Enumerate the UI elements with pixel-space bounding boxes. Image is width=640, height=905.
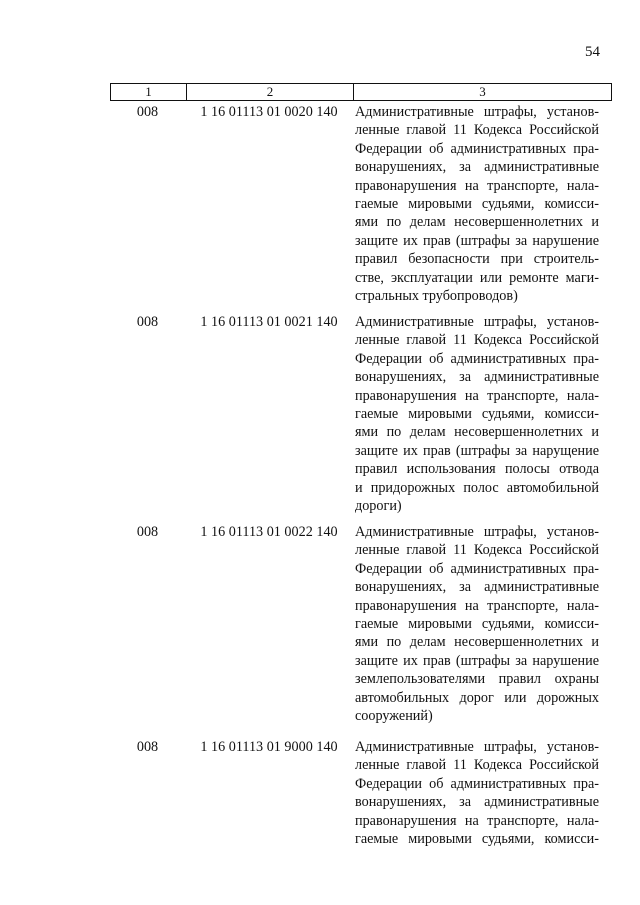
description-line: гаемые мировыми судьями, комисси- <box>355 831 599 848</box>
description-line: правил использования полосы отвода <box>355 461 599 478</box>
row-kbk: 1 16 01113 01 0022 140 <box>200 524 338 540</box>
description-line: правонарушения на транспорте, нала- <box>355 387 599 404</box>
description-line: Административные штрафы, установ- <box>355 739 599 755</box>
row-code: 008 <box>136 524 159 540</box>
description-line: правонарушения на транспорте, нала- <box>355 177 599 194</box>
description-line: вонарушениях, за административные <box>355 159 599 176</box>
description-line: правонарушения на транспорте, нала- <box>355 597 599 614</box>
row-description <box>355 103 599 305</box>
row-kbk: 1 16 01113 01 0020 140 <box>200 104 338 120</box>
row-kbk: 1 16 01113 01 9000 140 <box>200 739 338 755</box>
description-line: ленные главой 11 Кодекса Российской <box>355 122 599 139</box>
description-line: Административные штрафы, установ- <box>355 104 599 120</box>
header-col-2: 2 <box>187 84 354 100</box>
description-line: ями по делам несовершеннолетних и <box>355 214 599 231</box>
description-line: гаемые мировыми судьями, комисси- <box>355 196 599 213</box>
row-code: 008 <box>136 104 159 120</box>
description-line: гаемые мировыми судьями, комисси- <box>355 616 599 633</box>
description-line: вонарушениях, за административные <box>355 579 599 596</box>
row-description <box>355 523 599 725</box>
description-line: правонарушения на транспорте, нала- <box>355 812 599 829</box>
description-line: гаемые мировыми судьями, комисси- <box>355 406 599 423</box>
description-line: защите их прав (штрафы за нарушение <box>355 652 599 669</box>
description-line: дороги) <box>355 498 402 515</box>
description-line: Федерации об административных пра- <box>355 775 599 792</box>
header-col-3: 3 <box>479 84 486 99</box>
description-line: сооружений) <box>355 708 433 725</box>
description-line: ленные главой 11 Кодекса Российской <box>355 332 599 349</box>
description-line: землепользователями правил охраны <box>355 671 599 688</box>
description-line: стве, эксплуатации или ремонте маги- <box>355 269 599 286</box>
description-line: ленные главой 11 Кодекса Российской <box>355 757 599 774</box>
description-line: и придорожных полос автомобильной <box>355 479 599 496</box>
description-line: вонарушениях, за административные <box>355 794 599 811</box>
row-description <box>355 738 599 848</box>
row-code: 008 <box>136 739 159 755</box>
description-line: ями по делам несовершеннолетних и <box>355 424 599 441</box>
row-description <box>355 313 599 515</box>
page-number: 54 <box>585 44 600 60</box>
description-line: Административные штрафы, установ- <box>355 524 599 540</box>
description-line: ленные главой 11 Кодекса Российской <box>355 542 599 559</box>
description-line: вонарушениях, за административные <box>355 369 599 386</box>
description-line: защите их прав (штрафы за нарущение <box>355 442 599 459</box>
description-line: правил безопасности при строитель- <box>355 251 599 268</box>
description-line: стральных трубопроводов) <box>355 288 518 305</box>
description-line: защите их прав (штрафы за нарушение <box>355 232 599 249</box>
header-col-1: 1 <box>111 84 187 100</box>
row-code: 008 <box>136 314 159 330</box>
description-line: Административные штрафы, установ- <box>355 314 599 330</box>
row-kbk: 1 16 01113 01 0021 140 <box>200 314 338 330</box>
description-line: автомобильных дорог или дорожных <box>355 689 599 706</box>
description-line: Федерации об административных пра- <box>355 140 599 157</box>
table-header <box>110 83 612 101</box>
description-line: Федерации об административных пра- <box>355 350 599 367</box>
description-line: ями по делам несовершеннолетних и <box>355 634 599 651</box>
description-line: Федерации об административных пра- <box>355 560 599 577</box>
